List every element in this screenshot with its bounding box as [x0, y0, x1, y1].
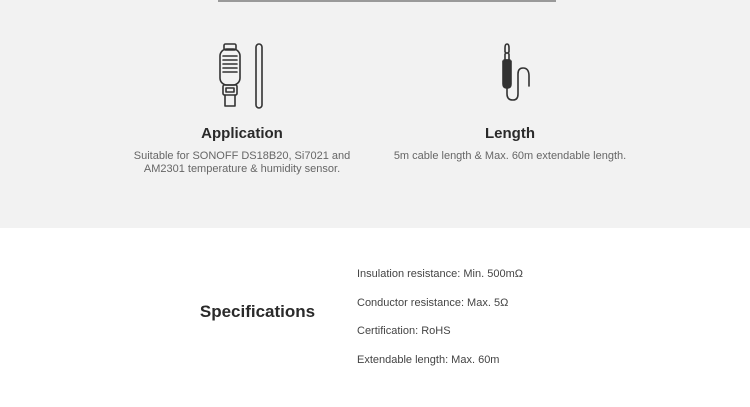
feature-title: Length [485, 125, 535, 142]
spec-item: Certification: RoHS [357, 325, 451, 337]
feature-description: 5m cable length & Max. 60m extendable length. [393, 150, 627, 162]
specifications-heading: Specifications [199, 302, 316, 321]
feature-length [380, 40, 640, 163]
specifications-list [357, 267, 523, 381]
spec-item: Conductor resistance: Max. 5Ω [357, 296, 509, 309]
spec-item: Insulation resistance: Min. 500mΩ [357, 268, 523, 280]
spec-item: Extendable length: Max. 60m [357, 353, 500, 366]
feature-description: Suitable for SONOFF DS18B20, Si7021 and AM2301 temperature & humidity sensor. [133, 150, 351, 175]
feature-title: Application [201, 125, 283, 142]
feature-application [112, 40, 372, 176]
divider-line [218, 0, 556, 2]
audio-jack-cable-icon [480, 40, 540, 110]
sensor-probe-icon [212, 40, 272, 110]
